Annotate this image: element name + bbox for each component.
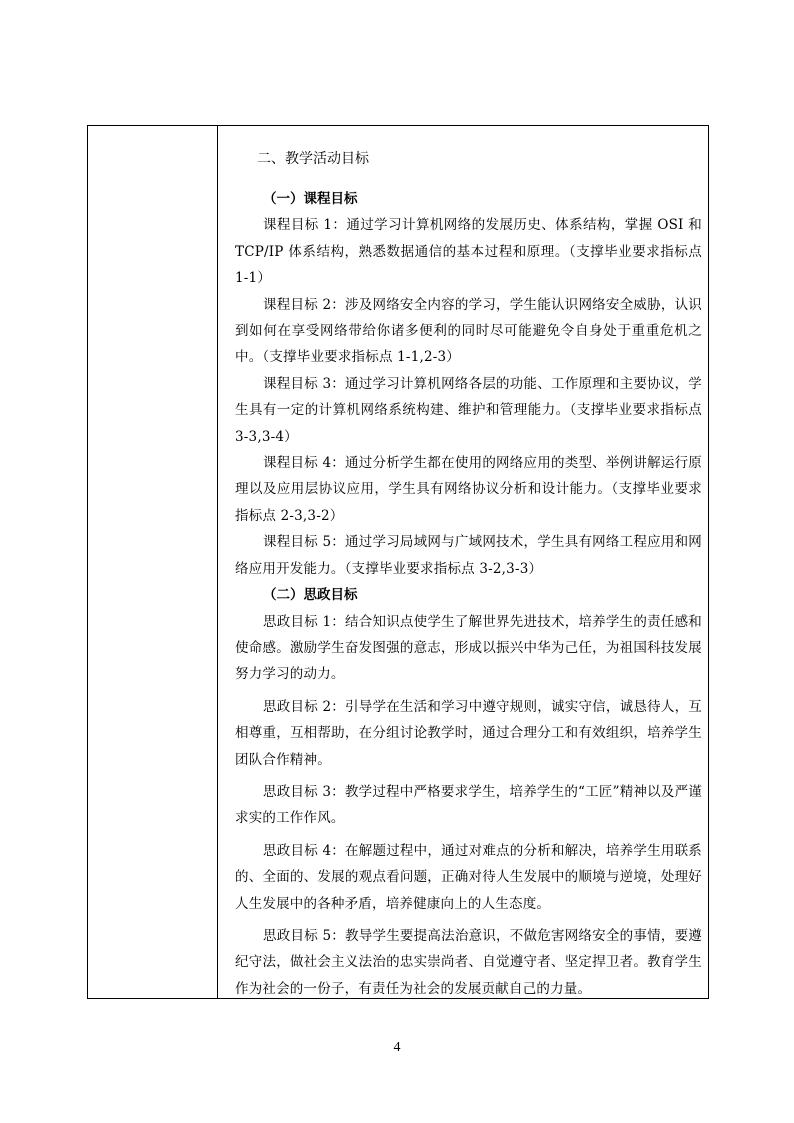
table-right-cell	[218, 126, 708, 999]
table-left-cell	[88, 126, 218, 999]
ideological-objective-1: 思政目标 1：结合知识点使学生了解世界先进技术，培养学生的责任感和使命感。激励学生奋发图强的意志，形成以振兴中华为己任，为祖国科技发展努力学习的动力。	[235, 613, 702, 683]
course-objectives-title: （一）课程目标	[263, 191, 358, 207]
course-objective-4: 课程目标 4：通过分析学生都在使用的网络应用的类型、举例讲解运行原理以及应用层协议应用，学生具有网络协议分析和设计能力。（支撑毕业要求指标点 2-3,3-2）	[235, 455, 702, 524]
table-bottom-border	[87, 998, 709, 999]
section-title: 二、教学活动目标	[257, 151, 369, 167]
ideological-objective-2: 思政目标 2：引导学在生活和学习中遵守规则，诚实守信，诚恳待人，互相尊重，互相帮助，在分组讨论教学时，通过合理分工和有效组织，培养学生团队合作精神。	[235, 698, 702, 768]
ideological-objective-4: 思政目标 4：在解题过程中，通过对难点的分析和解决，培养学生用联系的、全面的、发展的观点看问题，正确对待人生发展中的顺境与逆境，处理好人生发展中的各种矛盾，培养健康向上的人生态度。	[235, 842, 702, 912]
course-objective-2: 课程目标 2：涉及网络安全内容的学习，学生能认识网络安全威胁，认识到如何在享受网络带给你诸多便利的同时尽可能避免令自身处于重重危机之中。（支撑毕业要求指标点 1-1,2-3）	[235, 296, 702, 366]
objectives-content	[235, 146, 702, 1002]
page-number: 4	[393, 1040, 401, 1055]
ideological-objective-5: 思政目标 5：教导学生要提高法治意识，不做危害网络安全的事情，要遵纪守法，做社会主义法治的忠实崇尚者、自觉遵守者、坚定捍卫者。教育学生作为社会的一份子，有责任为社会的发展贡献自己的力量。	[235, 927, 702, 997]
content-table	[87, 125, 709, 999]
ideological-objectives-title: （二）思政目标	[263, 587, 358, 604]
course-objective-3: 课程目标 3：通过学习计算机网络各层的功能、工作原理和主要协议，学生具有一定的计算机网络系统构建、维护和管理能力。（支撑毕业要求指标点 3-3,3-4）	[235, 375, 702, 445]
course-objective-5: 课程目标 5：通过学习局域网与广域网技术，学生具有网络工程应用和网络应用开发能力。（支撑毕业要求指标点 3-2,3-3）	[235, 534, 702, 577]
ideological-objective-3: 思政目标 3：教学过程中严格要求学生，培养学生的“工匠”精神以及严谨求实的工作作风。	[235, 783, 702, 827]
course-objective-1: 课程目标 1：通过学习计算机网络的发展历史、体系结构，掌握 OSI 和 TCP/IP 体系结构，熟悉数据通信的基本过程和原理。（支撑毕业要求指标点 1-1）	[235, 217, 702, 287]
